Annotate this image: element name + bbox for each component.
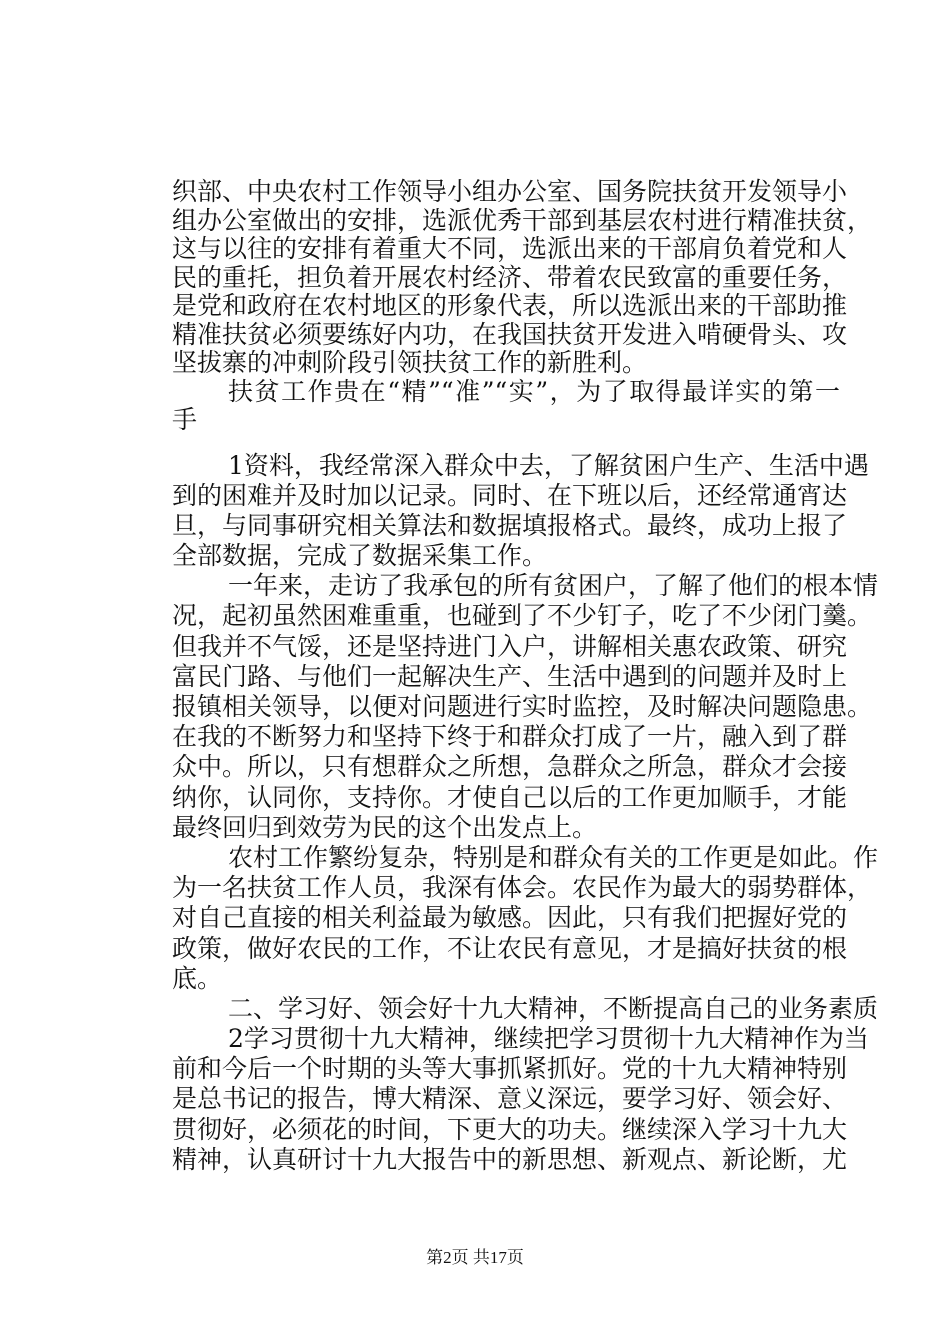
text-line: 最终回归到效劳为民的这个出发点上。 [172,812,598,842]
text-line: 扶贫工作贵在“精”“准”“实”，为了取得最详实的第一 [228,376,840,406]
text-line: 这与以往的安排有着重大不同，选派出来的干部肩负着党和人 [172,234,848,263]
text-line: 富民门路、与他们一起解决生产、生活中遇到的问题并及时上 [172,661,848,691]
text-line: 报镇相关领导，以便对问题进行实时监控，及时解决问题隐患。 [172,692,873,721]
text-line: 精准扶贫必须要练好内功，在我国扶贫开发进入啃硬骨头、攻 [172,319,848,349]
text-line: 民的重托，担负着开展农村经济、带着农民致富的重要任务， [172,262,848,292]
text-line: 纳你，认同你，支持你。才使自己以后的工作更加顺手，才能 [172,782,848,812]
text-line: 前和今后一个时期的头等大事抓紧抓好。党的十九大精神特别 [172,1054,848,1084]
text-line: 对自己直接的相关利益最为敏感。因此，只有我们把握好党的 [172,903,848,933]
text-line: 政策，做好农民的工作，不让农民有意见，才是搞好扶贫的根 [172,933,848,963]
text-line: 1资料，我经常深入群众中去，了解贫困户生产、生活中遇 [228,450,869,480]
text-line: 织部、中央农村工作领导小组办公室、国务院扶贫开发领导小 [172,177,848,206]
text-line: 旦，与同事研究相关算法和数据填报格式。最终，成功上报了 [172,510,848,540]
text-line: 是总书记的报告，博大精深、意义深远，要学习好、领会好、 [172,1084,848,1114]
text-line: 在我的不断努力和坚持下终于和群众打成了一片，融入到了群 [172,722,848,752]
text-line: 全部数据，完成了数据采集工作。 [172,541,548,571]
text-line: 为一名扶贫工作人员，我深有体会。农民作为最大的弱势群体， [172,873,873,903]
text-line: 底。 [172,963,223,993]
text-line: 坚拔寨的冲刺阶段引领扶贫工作的新胜利。 [172,348,648,377]
section-heading: 二、学习好、领会好十九大精神，不断提高自己的业务素质 [228,993,879,1023]
text-line: 但我并不气馁，还是坚持进门入户，讲解相关惠农政策、研究 [172,631,848,661]
body-text [172,177,879,1175]
page-number-footer: 第2页 共17页 [426,1248,524,1267]
text-line: 一年来，走访了我承包的所有贫困户，了解了他们的根本情 [228,571,879,601]
text-line: 农村工作繁纷复杂，特别是和群众有关的工作更是如此。作 [228,842,879,872]
text-line: 手 [172,405,198,434]
text-line: 组办公室做出的安排，选派优秀干部到基层农村进行精准扶贫， [172,205,873,235]
text-line: 众中。所以，只有想群众之所想，急群众之所急，群众才会接 [172,752,848,782]
text-line: 是党和政府在农村地区的形象代表，所以选派出来的干部助推 [172,291,848,320]
text-line: 贯彻好，必须花的时间，下更大的功夫。继续深入学习十九大 [172,1114,848,1144]
text-line: 精神，认真研讨十九大报告中的新思想、新观点、新论断，尤 [172,1144,848,1174]
text-line: 2学习贯彻十九大精神，继续把学习贯彻十九大精神作为当 [228,1024,869,1054]
text-line: 况，起初虽然困难重重，也碰到了不少钉子，吃了不少闭门羹。 [172,601,873,631]
text-line: 到的困难并及时加以记录。同时、在下班以后，还经常通宵达 [172,480,848,510]
